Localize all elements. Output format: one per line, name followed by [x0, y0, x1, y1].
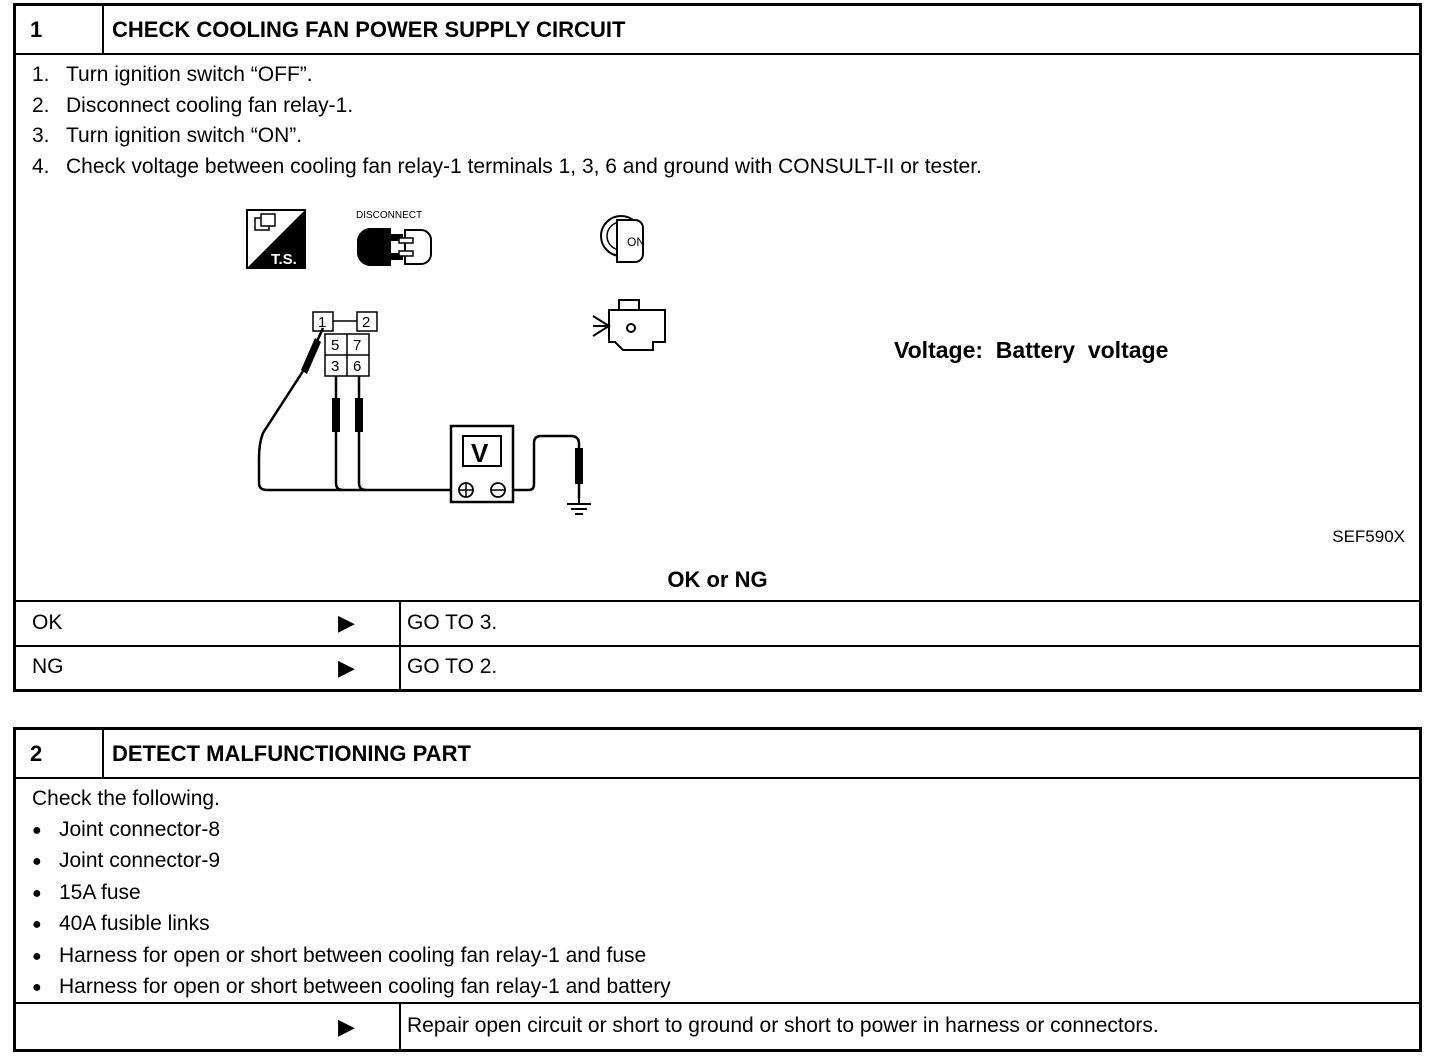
svg-text:ON: ON	[627, 235, 645, 249]
list-item: ● 40A fusible links	[32, 909, 671, 941]
result-destination: GO TO 2.	[407, 655, 498, 678]
engine-icon	[593, 300, 665, 350]
bullet-icon: ●	[32, 947, 42, 965]
result-row-ok	[16, 600, 1419, 645]
repair-action: Repair open circuit or short to ground or short to power in harness or connectors.	[407, 1014, 1159, 1037]
list-item: ● Joint connector-9	[32, 846, 671, 878]
svg-text:1: 1	[318, 314, 327, 331]
bullet-icon: ●	[32, 979, 42, 996]
check-list	[32, 784, 671, 1004]
probe-wires	[259, 328, 579, 498]
ts-icon	[247, 210, 305, 268]
svg-text:5: 5	[331, 337, 340, 354]
section-1-title: CHECK COOLING FAN POWER SUPPLY CIRCUIT	[112, 17, 626, 42]
step-item: 4. Check voltage between cooling fan relay-1 terminals 1, 3, 6 and ground with CONSULT-II or tester.	[32, 154, 982, 178]
voltage-check-diagram	[241, 198, 681, 518]
arrow-icon: ▶	[338, 655, 355, 680]
svg-text:V: V	[471, 438, 489, 468]
arrow-icon: ▶	[338, 610, 355, 635]
step-item: 2. Disconnect cooling fan relay-1.	[32, 93, 354, 117]
voltage-spec: Voltage: Battery voltage	[894, 337, 1169, 363]
check-intro: Check the following.	[32, 787, 220, 810]
bullet-icon: ●	[32, 916, 42, 933]
bullet-icon: ●	[32, 884, 42, 902]
bullet-icon: ●	[32, 821, 42, 839]
step-item: 1. Turn ignition switch “OFF”.	[32, 63, 313, 86]
result-destination: GO TO 3.	[407, 611, 498, 634]
svg-text:3: 3	[331, 358, 340, 375]
section-1-header	[16, 6, 1419, 55]
procedure-steps	[32, 60, 982, 182]
svg-text:6: 6	[353, 358, 362, 375]
ground-icon	[567, 498, 591, 514]
list-item: ● 15A fuse	[32, 878, 671, 910]
result-label: NG	[32, 655, 64, 678]
svg-text:7: 7	[353, 337, 362, 354]
bullet-icon: ●	[32, 853, 42, 870]
section-2-title: DETECT MALFUNCTIONING PART	[112, 741, 471, 766]
section-2-table	[13, 727, 1422, 1052]
voltmeter-icon	[451, 426, 513, 502]
section-2-header	[16, 730, 1419, 779]
action-row	[16, 1002, 1419, 1051]
relay-connector	[313, 312, 377, 376]
ignition-on-key-icon	[601, 216, 645, 262]
svg-text:T.S.: T.S.	[271, 251, 297, 268]
result-heading: OK or NG	[667, 567, 768, 592]
result-label: OK	[32, 611, 63, 634]
section-2-number: 2	[16, 730, 104, 777]
arrow-icon: ▶	[338, 1014, 355, 1039]
step-item: 3. Turn ignition switch “ON”.	[32, 124, 303, 147]
disconnect-icon	[356, 210, 431, 266]
svg-text:2: 2	[362, 314, 371, 331]
figure-code: SEF590X	[1332, 527, 1405, 546]
list-item: ● Joint connector-8	[32, 815, 671, 847]
list-item: ● Harness for open or short between cooling fan relay-1 and fuse	[32, 941, 671, 973]
section-1-table	[13, 3, 1422, 692]
svg-text:DISCONNECT: DISCONNECT	[356, 210, 423, 221]
section-1-number: 1	[16, 6, 104, 53]
list-item: ● Harness for open or short between cooling fan relay-1 and battery	[32, 972, 671, 1004]
result-row-ng	[16, 645, 1419, 691]
